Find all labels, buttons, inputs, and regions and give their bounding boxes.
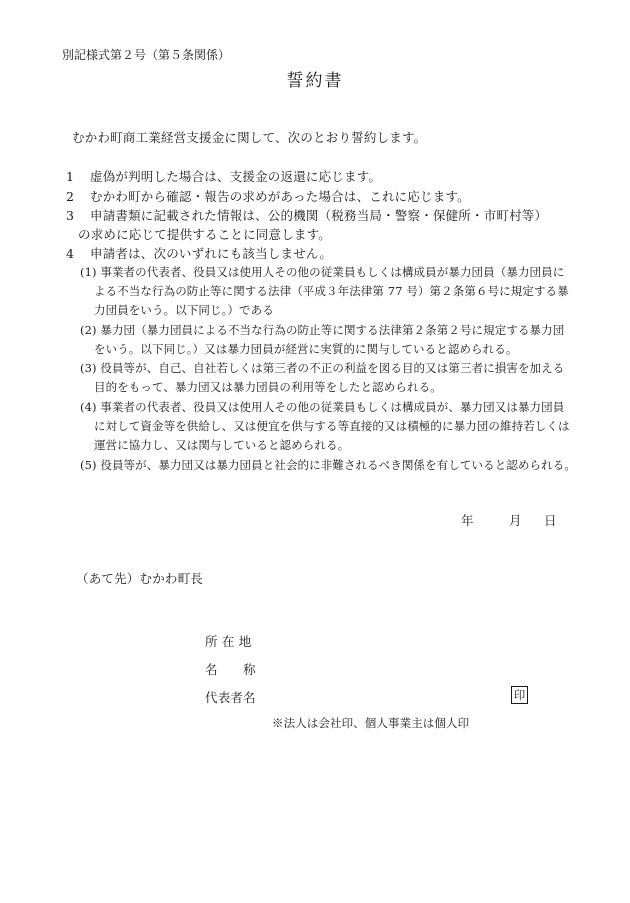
sub-item-1-line-3: 力団員をいう。以下同じ。）である [94, 303, 274, 317]
seal-mark: 印 [511, 686, 528, 704]
sub-item-4-line-2: に対して資金等を供給し、又は便宜を供与する等直接的又は積極的に暴力団の維持若しくは [94, 419, 570, 433]
pledge-item-3 [66, 206, 547, 224]
representative-field-label: 代表者名 [205, 690, 256, 705]
item-number: 1 [66, 169, 75, 184]
pledge-item-3-continuation: の求めに応じて提供することに同意します。 [78, 227, 332, 242]
sub-item-5-line-1: (5) 役員等が、暴力団又は暴力団員と社会的に非難されるべき関係を有していると認められる。 [80, 458, 576, 472]
sub-item-4-line-3: 運営に協力し、又は関与していると認められる。 [94, 438, 350, 452]
item-text: 申請者は、次のいずれにも該当しません。 [90, 246, 333, 261]
item-number: 4 [66, 246, 75, 261]
intro-text: むかわ町商工業経営支援金に関して、次のとおり誓約します。 [72, 130, 427, 145]
sub-item-2-line-1: (2) 暴力団（暴力団員による不当な行為の防止等に関する法律第２条第２号に規定する暴力団 [80, 323, 565, 337]
document-title: 誓約書 [286, 71, 344, 91]
sub-item-1-line-1: (1) 事業者の代表者、役員又は使用人その他の従業員もしくは構成員が暴力団員（暴力団員に [80, 265, 565, 279]
addressee: （あて先）むかわ町長 [76, 571, 204, 586]
date-day-label: 日 [544, 513, 557, 528]
date-month-label: 月 [509, 513, 522, 528]
sub-item-3-line-1: (3) 役員等が、自己、自社若しくは第三者の不正の利益を図る目的又は第三者に損害を加える [80, 361, 565, 375]
item-number: 3 [66, 208, 75, 223]
sub-item-2-line-2: をいう。以下同じ。）又は暴力団員が経営に実質的に関与していると認められる。 [94, 342, 518, 356]
item-text: 虚偽が判明した場合は、支援金の返還に応じます。 [90, 169, 382, 184]
location-field-label: 所 在 地 [205, 634, 252, 649]
pledge-item-4 [66, 244, 332, 262]
item-number: 2 [66, 189, 75, 204]
item-text: むかわ町から確認・報告の求めがあった場合は、これに応じます。 [90, 189, 470, 204]
sub-item-1-line-2: よる不当な行為の防止等に関する法律（平成３年法律第 77 号）第２条第６号に規定する暴 [94, 284, 569, 298]
item-text: 申請書類に記載された情報は、公的機関（税務当局・警察・保健所・市町村等） [90, 208, 548, 223]
pledge-item-2 [66, 187, 470, 205]
form-number: 別記様式第２号（第５条関係） [62, 48, 231, 62]
sub-item-4-line-1: (4) 事業者の代表者、役員又は使用人その他の従業員もしくは構成員が、暴力団又は暴力団員 [80, 400, 565, 414]
pledge-item-1 [66, 167, 381, 185]
name-field-label: 名 称 [205, 662, 256, 677]
sub-item-3-line-2: 目的をもって、暴力団又は暴力団員の利用等をしたと認められる。 [94, 380, 442, 394]
seal-note: ※法人は会社印、個人事業主は個人印 [272, 716, 470, 730]
date-year-label: 年 [461, 513, 474, 528]
